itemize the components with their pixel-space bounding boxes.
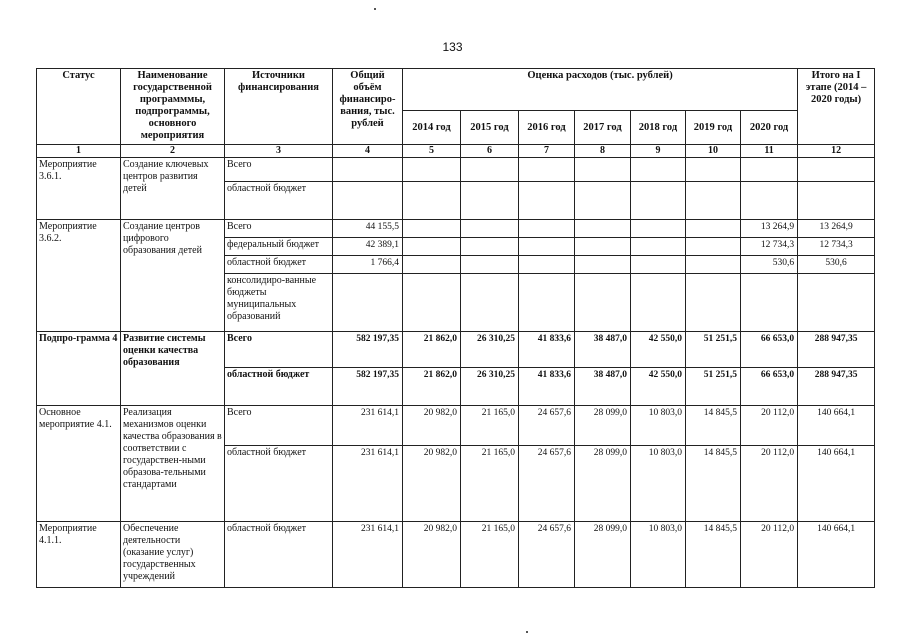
row-year-value bbox=[631, 220, 686, 238]
row-year-value: 20 112,0 bbox=[741, 522, 798, 588]
table-row bbox=[37, 332, 875, 368]
row-year-value: 51 251,5 bbox=[686, 368, 741, 406]
column-number: 4 bbox=[333, 145, 403, 158]
header-total: Общий объём финансиро-вания, тыс. рублей bbox=[333, 69, 403, 145]
row-name: Создание центров цифрового образования детей bbox=[121, 220, 225, 332]
header-status: Статус bbox=[37, 69, 121, 145]
expenditure-table bbox=[36, 68, 875, 588]
scan-speck bbox=[526, 631, 528, 633]
row-year-value bbox=[631, 158, 686, 182]
row-source: Всего bbox=[225, 406, 333, 446]
row-year-value: 20 112,0 bbox=[741, 446, 798, 522]
row-year-value bbox=[461, 220, 519, 238]
row-total: 1 766,4 bbox=[333, 256, 403, 274]
row-year-value: 10 803,0 bbox=[631, 446, 686, 522]
row-name: Реализация механизмов оценки качества образования в соответствии с государствен-ными образова-тельными стандартами bbox=[121, 406, 225, 522]
row-year-value: 21 165,0 bbox=[461, 406, 519, 446]
row-name: Создание ключевых центров развития детей bbox=[121, 158, 225, 220]
row-source: областной бюджет bbox=[225, 446, 333, 522]
table-row bbox=[37, 522, 875, 588]
row-itogo bbox=[798, 182, 875, 220]
header-sources: Источники финансирования bbox=[225, 69, 333, 145]
column-number: 7 bbox=[519, 145, 575, 158]
row-source: федеральный бюджет bbox=[225, 238, 333, 256]
row-year-value: 66 653,0 bbox=[741, 368, 798, 406]
row-year-value: 28 099,0 bbox=[575, 406, 631, 446]
row-year-value bbox=[461, 256, 519, 274]
row-name: Обеспечение деятельности (оказание услуг) государственных учреждений bbox=[121, 522, 225, 588]
row-year-value bbox=[631, 274, 686, 332]
row-total bbox=[333, 158, 403, 182]
row-year-value bbox=[575, 238, 631, 256]
row-itogo: 140 664,1 bbox=[798, 406, 875, 446]
row-total bbox=[333, 182, 403, 220]
column-number: 9 bbox=[631, 145, 686, 158]
header-year: 2020 год bbox=[741, 111, 798, 145]
row-year-value: 51 251,5 bbox=[686, 332, 741, 368]
row-year-value: 20 982,0 bbox=[403, 522, 461, 588]
header-row bbox=[37, 69, 875, 111]
row-year-value: 20 982,0 bbox=[403, 446, 461, 522]
table-row bbox=[37, 406, 875, 446]
row-year-value bbox=[575, 274, 631, 332]
row-year-value: 38 487,0 bbox=[575, 332, 631, 368]
row-year-value bbox=[403, 220, 461, 238]
row-total: 42 389,1 bbox=[333, 238, 403, 256]
row-year-value: 42 550,0 bbox=[631, 332, 686, 368]
row-status: Мероприятие 3.6.1. bbox=[37, 158, 121, 220]
column-number: 12 bbox=[798, 145, 875, 158]
row-total: 582 197,35 bbox=[333, 368, 403, 406]
header-year: 2018 год bbox=[631, 111, 686, 145]
row-year-value bbox=[519, 158, 575, 182]
row-year-value: 28 099,0 bbox=[575, 446, 631, 522]
row-source: областной бюджет bbox=[225, 256, 333, 274]
row-year-value: 41 833,6 bbox=[519, 332, 575, 368]
row-year-value: 28 099,0 bbox=[575, 522, 631, 588]
header-year: 2016 год bbox=[519, 111, 575, 145]
row-year-value bbox=[461, 274, 519, 332]
page-number: 133 bbox=[442, 40, 463, 54]
row-year-value bbox=[403, 182, 461, 220]
header-estimate: Оценка расходов (тыс. рублей) bbox=[403, 69, 798, 111]
row-year-value bbox=[686, 182, 741, 220]
row-status: Подпро-грамма 4 bbox=[37, 332, 121, 406]
row-year-value: 21 862,0 bbox=[403, 368, 461, 406]
row-itogo: 288 947,35 bbox=[798, 368, 875, 406]
row-year-value: 10 803,0 bbox=[631, 406, 686, 446]
row-year-value bbox=[686, 238, 741, 256]
row-year-value: 41 833,6 bbox=[519, 368, 575, 406]
row-year-value bbox=[575, 182, 631, 220]
table-row bbox=[37, 220, 875, 238]
row-year-value: 21 165,0 bbox=[461, 522, 519, 588]
row-year-value bbox=[461, 238, 519, 256]
row-year-value: 38 487,0 bbox=[575, 368, 631, 406]
row-year-value: 20 112,0 bbox=[741, 406, 798, 446]
row-total: 231 614,1 bbox=[333, 406, 403, 446]
row-source: Всего bbox=[225, 332, 333, 368]
column-number: 11 bbox=[741, 145, 798, 158]
row-status: Основное мероприятие 4.1. bbox=[37, 406, 121, 522]
row-year-value bbox=[575, 256, 631, 274]
row-total: 231 614,1 bbox=[333, 522, 403, 588]
row-total: 44 155,5 bbox=[333, 220, 403, 238]
row-year-value bbox=[686, 256, 741, 274]
row-itogo: 13 264,9 bbox=[798, 220, 875, 238]
row-year-value: 12 734,3 bbox=[741, 238, 798, 256]
row-year-value bbox=[519, 274, 575, 332]
header-year: 2015 год bbox=[461, 111, 519, 145]
column-number: 10 bbox=[686, 145, 741, 158]
row-year-value bbox=[741, 274, 798, 332]
row-source: Всего bbox=[225, 220, 333, 238]
row-year-value bbox=[403, 256, 461, 274]
row-year-value bbox=[519, 238, 575, 256]
row-year-value bbox=[403, 274, 461, 332]
column-number: 8 bbox=[575, 145, 631, 158]
row-itogo bbox=[798, 158, 875, 182]
row-total bbox=[333, 274, 403, 332]
header-year: 2019 год bbox=[686, 111, 741, 145]
column-number: 6 bbox=[461, 145, 519, 158]
row-year-value bbox=[461, 182, 519, 220]
row-source: областной бюджет bbox=[225, 182, 333, 220]
row-year-value bbox=[741, 158, 798, 182]
row-itogo bbox=[798, 274, 875, 332]
header-itogo: Итого на I этапе (2014 – 2020 годы) bbox=[798, 69, 875, 145]
row-year-value bbox=[631, 238, 686, 256]
table-row bbox=[37, 158, 875, 182]
row-year-value bbox=[686, 274, 741, 332]
row-source: консолидиро-ванные бюджеты муниципальных образований bbox=[225, 274, 333, 332]
row-total: 582 197,35 bbox=[333, 332, 403, 368]
row-year-value: 26 310,25 bbox=[461, 332, 519, 368]
row-year-value: 14 845,5 bbox=[686, 406, 741, 446]
row-itogo: 530,6 bbox=[798, 256, 875, 274]
row-year-value: 24 657,6 bbox=[519, 406, 575, 446]
row-year-value: 24 657,6 bbox=[519, 522, 575, 588]
row-year-value bbox=[631, 256, 686, 274]
row-year-value: 21 862,0 bbox=[403, 332, 461, 368]
row-name: Развитие системы оценки качества образования bbox=[121, 332, 225, 406]
row-year-value: 14 845,5 bbox=[686, 446, 741, 522]
row-total: 231 614,1 bbox=[333, 446, 403, 522]
column-number: 1 bbox=[37, 145, 121, 158]
row-source: областной бюджет bbox=[225, 368, 333, 406]
row-year-value: 530,6 bbox=[741, 256, 798, 274]
header-year: 2014 год bbox=[403, 111, 461, 145]
column-number: 3 bbox=[225, 145, 333, 158]
row-itogo: 140 664,1 bbox=[798, 446, 875, 522]
row-year-value: 14 845,5 bbox=[686, 522, 741, 588]
row-itogo: 12 734,3 bbox=[798, 238, 875, 256]
row-source: областной бюджет bbox=[225, 522, 333, 588]
row-year-value: 26 310,25 bbox=[461, 368, 519, 406]
row-year-value: 13 264,9 bbox=[741, 220, 798, 238]
row-status: Мероприятие 3.6.2. bbox=[37, 220, 121, 332]
header-year: 2017 год bbox=[575, 111, 631, 145]
row-year-value bbox=[686, 158, 741, 182]
row-source: Всего bbox=[225, 158, 333, 182]
header-name: Наименование государственной программмы, подпрограммы, основного мероприятия bbox=[121, 69, 225, 145]
row-status: Мероприятие 4.1.1. bbox=[37, 522, 121, 588]
row-year-value bbox=[686, 220, 741, 238]
row-year-value bbox=[575, 158, 631, 182]
row-year-value bbox=[519, 220, 575, 238]
row-year-value bbox=[519, 182, 575, 220]
row-itogo: 288 947,35 bbox=[798, 332, 875, 368]
row-year-value bbox=[519, 256, 575, 274]
scan-speck bbox=[374, 8, 376, 10]
row-year-value: 42 550,0 bbox=[631, 368, 686, 406]
row-itogo: 140 664,1 bbox=[798, 522, 875, 588]
row-year-value: 24 657,6 bbox=[519, 446, 575, 522]
column-number-row bbox=[37, 145, 875, 158]
row-year-value bbox=[403, 158, 461, 182]
row-year-value bbox=[631, 182, 686, 220]
row-year-value: 10 803,0 bbox=[631, 522, 686, 588]
column-number: 2 bbox=[121, 145, 225, 158]
row-year-value: 21 165,0 bbox=[461, 446, 519, 522]
row-year-value: 20 982,0 bbox=[403, 406, 461, 446]
row-year-value bbox=[403, 238, 461, 256]
column-number: 5 bbox=[403, 145, 461, 158]
row-year-value bbox=[461, 158, 519, 182]
row-year-value bbox=[575, 220, 631, 238]
row-year-value: 66 653,0 bbox=[741, 332, 798, 368]
row-year-value bbox=[741, 182, 798, 220]
